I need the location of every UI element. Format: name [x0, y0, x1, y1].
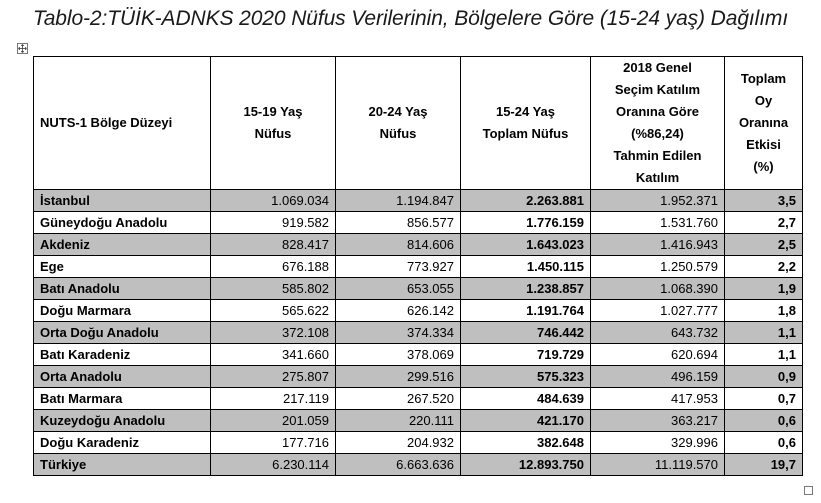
header-text: Tahmin Edilen [613, 148, 702, 163]
table-resize-handle[interactable] [804, 486, 813, 495]
header-text: Katılım [635, 170, 680, 185]
estimated-turnout-cell: 1.531.760 [591, 212, 725, 234]
move-arrows-icon [18, 44, 27, 53]
pop-15-19-cell: 372.108 [211, 322, 336, 344]
vote-effect-cell: 1,1 [725, 322, 803, 344]
region-cell: Ege [34, 256, 211, 278]
table-row [34, 190, 803, 212]
pop-15-24-total-cell: 382.648 [461, 432, 591, 454]
header-text: Nüfus [254, 126, 292, 141]
pop-15-24-total-cell: 1.238.857 [461, 278, 591, 300]
header-text: Oy [754, 93, 773, 108]
estimated-turnout-cell: 1.250.579 [591, 256, 725, 278]
pop-20-24-cell: 814.606 [336, 234, 461, 256]
region-cell: Batı Anadolu [34, 278, 211, 300]
header-15-24-total [461, 57, 591, 190]
estimated-turnout-cell: 1.952.371 [591, 190, 725, 212]
table-row [34, 234, 803, 256]
header-text: NUTS-1 Bölge Düzeyi [40, 115, 173, 130]
estimated-turnout-cell: 1.027.777 [591, 300, 725, 322]
vote-effect-cell: 0,6 [725, 410, 803, 432]
population-table [33, 56, 803, 476]
region-cell: İstanbul [34, 190, 211, 212]
pop-15-24-total-cell: 1.776.159 [461, 212, 591, 234]
estimated-turnout-cell: 363.217 [591, 410, 725, 432]
estimated-turnout-cell: 1.068.390 [591, 278, 725, 300]
table-row [34, 388, 803, 410]
vote-effect-cell: 19,7 [725, 454, 803, 476]
table-row [34, 300, 803, 322]
vote-effect-cell: 1,1 [725, 344, 803, 366]
pop-20-24-cell: 1.194.847 [336, 190, 461, 212]
pop-15-19-cell: 177.716 [211, 432, 336, 454]
pop-15-24-total-cell: 1.191.764 [461, 300, 591, 322]
table-move-handle[interactable] [17, 43, 28, 54]
vote-effect-cell: 3,5 [725, 190, 803, 212]
header-text: 20-24 Yaş [368, 104, 428, 119]
pop-15-19-cell: 919.582 [211, 212, 336, 234]
pop-15-24-total-cell: 1.643.023 [461, 234, 591, 256]
table-row [34, 366, 803, 388]
vote-effect-cell: 1,9 [725, 278, 803, 300]
region-cell: Orta Doğu Anadolu [34, 322, 211, 344]
pop-15-24-total-cell: 421.170 [461, 410, 591, 432]
page-title: Tablo-2:TÜİK-ADNKS 2020 Nüfus Verilerinin, Bölgelere Göre (15-24 yaş) Dağılımı [32, 7, 789, 30]
region-cell: Akdeniz [34, 234, 211, 256]
table-row [34, 278, 803, 300]
table-row [34, 344, 803, 366]
header-estimated-turnout [591, 57, 725, 190]
header-vote-effect [725, 57, 803, 190]
header-text: (%) [753, 159, 774, 174]
header-text: 15-24 Yaş [495, 104, 556, 119]
pop-15-19-cell: 201.059 [211, 410, 336, 432]
pop-20-24-cell: 220.111 [336, 410, 461, 432]
header-text: Seçim Katılım [614, 82, 701, 97]
vote-effect-cell: 0,7 [725, 388, 803, 410]
estimated-turnout-cell: 417.953 [591, 388, 725, 410]
header-text: Nüfus [379, 126, 417, 141]
pop-15-24-total-cell: 12.893.750 [461, 454, 591, 476]
estimated-turnout-cell: 643.732 [591, 322, 725, 344]
region-cell: Doğu Marmara [34, 300, 211, 322]
region-cell: Kuzeydoğu Anadolu [34, 410, 211, 432]
pop-15-19-cell: 828.417 [211, 234, 336, 256]
header-region [34, 57, 211, 190]
pop-15-24-total-cell: 746.442 [461, 322, 591, 344]
vote-effect-cell: 2,5 [725, 234, 803, 256]
header-text: Oranına [738, 115, 789, 130]
header-text: 2018 Genel [623, 60, 692, 75]
header-row [34, 57, 803, 190]
header-20-24 [336, 57, 461, 190]
pop-20-24-cell: 856.577 [336, 212, 461, 234]
pop-15-19-cell: 6.230.114 [211, 454, 336, 476]
region-cell: Orta Anadolu [34, 366, 211, 388]
pop-15-24-total-cell: 719.729 [461, 344, 591, 366]
header-text: 15-19 Yaş [243, 104, 303, 119]
pop-15-19-cell: 341.660 [211, 344, 336, 366]
pop-20-24-cell: 653.055 [336, 278, 461, 300]
pop-15-19-cell: 1.069.034 [211, 190, 336, 212]
pop-15-24-total-cell: 1.450.115 [461, 256, 591, 278]
pop-20-24-cell: 267.520 [336, 388, 461, 410]
pop-20-24-cell: 204.932 [336, 432, 461, 454]
region-cell: Batı Marmara [34, 388, 211, 410]
pop-20-24-cell: 374.334 [336, 322, 461, 344]
pop-15-19-cell: 585.802 [211, 278, 336, 300]
vote-effect-cell: 2,7 [725, 212, 803, 234]
pop-15-24-total-cell: 2.263.881 [461, 190, 591, 212]
header-text: Etkisi [746, 137, 781, 152]
estimated-turnout-cell: 11.119.570 [591, 454, 725, 476]
pop-15-19-cell: 217.119 [211, 388, 336, 410]
pop-20-24-cell: 378.069 [336, 344, 461, 366]
vote-effect-cell: 2,2 [725, 256, 803, 278]
pop-20-24-cell: 6.663.636 [336, 454, 461, 476]
pop-15-19-cell: 275.807 [211, 366, 336, 388]
vote-effect-cell: 0,6 [725, 432, 803, 454]
region-cell: Türkiye [34, 454, 211, 476]
region-cell: Güneydoğu Anadolu [34, 212, 211, 234]
pop-20-24-cell: 773.927 [336, 256, 461, 278]
table-row [34, 256, 803, 278]
pop-20-24-cell: 626.142 [336, 300, 461, 322]
estimated-turnout-cell: 620.694 [591, 344, 725, 366]
pop-15-19-cell: 565.622 [211, 300, 336, 322]
table-row [34, 322, 803, 344]
table-body [34, 190, 803, 476]
total-row [34, 454, 803, 476]
table-row [34, 410, 803, 432]
table-row [34, 432, 803, 454]
header-text: Toplam Nüfus [482, 126, 569, 141]
pop-15-24-total-cell: 484.639 [461, 388, 591, 410]
header-15-19 [211, 57, 336, 190]
header-text: (%86,24) [631, 126, 684, 141]
region-cell: Batı Karadeniz [34, 344, 211, 366]
estimated-turnout-cell: 1.416.943 [591, 234, 725, 256]
vote-effect-cell: 1,8 [725, 300, 803, 322]
header-text: Oranına Göre [615, 104, 700, 119]
region-cell: Doğu Karadeniz [34, 432, 211, 454]
pop-15-24-total-cell: 575.323 [461, 366, 591, 388]
estimated-turnout-cell: 496.159 [591, 366, 725, 388]
estimated-turnout-cell: 329.996 [591, 432, 725, 454]
pop-20-24-cell: 299.516 [336, 366, 461, 388]
header-text: Toplam [740, 71, 787, 86]
pop-15-19-cell: 676.188 [211, 256, 336, 278]
table-row [34, 212, 803, 234]
vote-effect-cell: 0,9 [725, 366, 803, 388]
